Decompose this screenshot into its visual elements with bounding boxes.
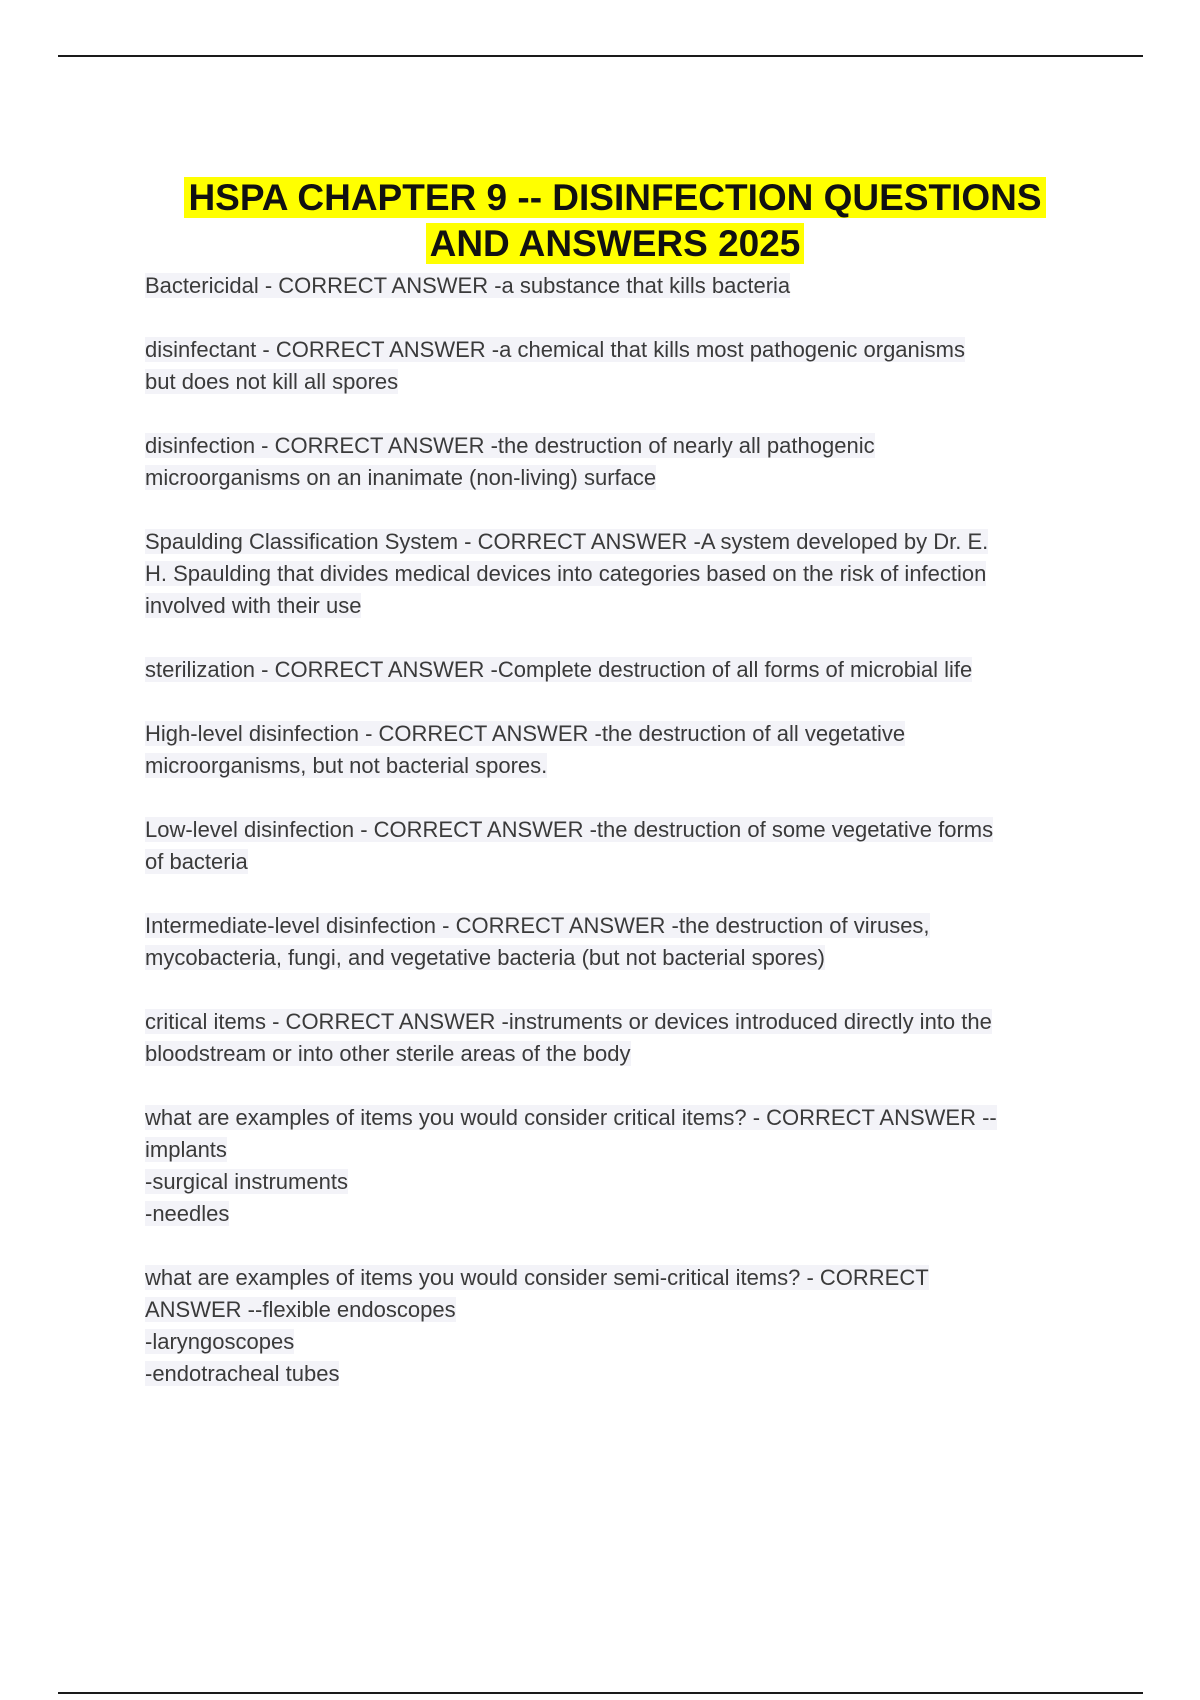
qa-line <box>145 942 1095 974</box>
title-line-1: HSPA CHAPTER 9 -- DISINFECTION QUESTIONS <box>184 177 1045 218</box>
qa-entry <box>145 718 1095 782</box>
qa-line-text: -endotracheal tubes <box>145 1361 340 1386</box>
qa-line <box>145 750 1095 782</box>
qa-line <box>145 1102 1095 1134</box>
qa-line <box>145 846 1095 878</box>
qa-line-text: bloodstream or into other sterile areas of the body <box>145 1041 631 1066</box>
qa-line <box>145 590 1095 622</box>
qa-line <box>145 526 1095 558</box>
qa-line-text: critical items - CORRECT ANSWER -instruments or devices introduced directly into the <box>145 1009 992 1034</box>
top-divider <box>58 55 1143 57</box>
qa-entry <box>145 1262 1095 1390</box>
qa-entry <box>145 430 1095 494</box>
qa-line <box>145 1326 1095 1358</box>
qa-line-text: -surgical instruments <box>145 1169 348 1194</box>
qa-line-text: sterilization - CORRECT ANSWER -Complete destruction of all forms of microbial life <box>145 657 973 682</box>
qa-line-text: Bactericidal - CORRECT ANSWER -a substance that kills bacteria <box>145 273 791 298</box>
qa-entry <box>145 526 1095 622</box>
qa-line <box>145 910 1095 942</box>
qa-line-text: H. Spaulding that divides medical devices into categories based on the risk of infection <box>145 561 987 586</box>
qa-entry <box>145 1006 1095 1070</box>
qa-line-text: what are examples of items you would consider critical items? - CORRECT ANSWER -- <box>145 1105 997 1130</box>
qa-line-text: but does not kill all spores <box>145 369 399 394</box>
bottom-divider <box>58 1692 1143 1694</box>
qa-line-text: ANSWER --flexible endoscopes <box>145 1297 456 1322</box>
qa-line <box>145 718 1095 750</box>
page-title <box>120 175 1110 267</box>
qa-line-text: of bacteria <box>145 849 248 874</box>
qa-line <box>145 366 1095 398</box>
qa-line <box>145 814 1095 846</box>
qa-entry <box>145 270 1095 302</box>
qa-line-text: mycobacteria, fungi, and vegetative bacteria (but not bacterial spores) <box>145 945 825 970</box>
qa-line <box>145 1134 1095 1166</box>
qa-line <box>145 558 1095 590</box>
qa-line <box>145 462 1095 494</box>
qa-line <box>145 654 1095 686</box>
qa-line-text: microorganisms, but not bacterial spores. <box>145 753 548 778</box>
qa-line-text: implants <box>145 1137 227 1162</box>
qa-line-text: disinfection - CORRECT ANSWER -the destruction of nearly all pathogenic <box>145 433 875 458</box>
qa-entry <box>145 814 1095 878</box>
qa-line-text: involved with their use <box>145 593 362 618</box>
qa-line-text: High-level disinfection - CORRECT ANSWER -the destruction of all vegetative <box>145 721 906 746</box>
qa-line-text: disinfectant - CORRECT ANSWER -a chemical that kills most pathogenic organisms <box>145 337 965 362</box>
qa-entry <box>145 910 1095 974</box>
qa-entry <box>145 1102 1095 1230</box>
qa-line <box>145 270 1095 302</box>
qa-line <box>145 334 1095 366</box>
qa-line <box>145 1198 1095 1230</box>
title-line-2: AND ANSWERS 2025 <box>426 223 805 264</box>
qa-entry <box>145 334 1095 398</box>
qa-line <box>145 1294 1095 1326</box>
qa-line <box>145 1262 1095 1294</box>
qa-line-text: -needles <box>145 1201 230 1226</box>
qa-line <box>145 430 1095 462</box>
qa-line <box>145 1166 1095 1198</box>
qa-line <box>145 1038 1095 1070</box>
qa-line-text: Spaulding Classification System - CORRECT ANSWER -A system developed by Dr. E. <box>145 529 989 554</box>
qa-line-text: -laryngoscopes <box>145 1329 295 1354</box>
qa-line-text: what are examples of items you would consider semi-critical items? - CORRECT <box>145 1265 929 1290</box>
qa-line-text: microorganisms on an inanimate (non-living) surface <box>145 465 657 490</box>
qa-entry <box>145 654 1095 686</box>
qa-line-text: Low-level disinfection - CORRECT ANSWER -the destruction of some vegetative forms <box>145 817 994 842</box>
qa-line <box>145 1006 1095 1038</box>
qa-line <box>145 1358 1095 1390</box>
qa-line-text: Intermediate-level disinfection - CORRECT ANSWER -the destruction of viruses, <box>145 913 930 938</box>
qa-list <box>145 270 1095 1422</box>
